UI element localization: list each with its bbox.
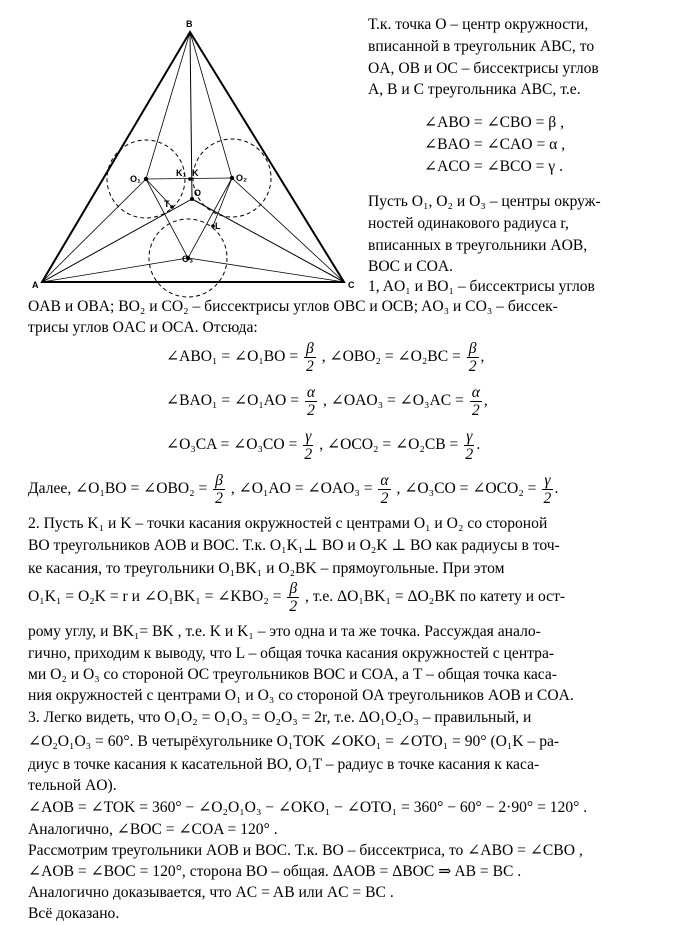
text-line: Всё доказано. <box>28 905 120 922</box>
text-line: вписанных в треугольники AOB, <box>368 237 588 254</box>
label-k: K <box>192 168 199 178</box>
equation: ∠ABO = ∠CBO = β , <box>424 114 565 131</box>
text-line: Аналогично, ∠BOC = ∠COA = 120° . <box>28 821 278 838</box>
point-o1 <box>144 177 148 181</box>
text-line: ∠O₂O₁O₃ = 60°. В четырёхугольнике O₁TOK ∠OKO₁ = ∠OTO₁ = 90° (O₁K – ра- <box>28 733 560 750</box>
formula-row-2: ∠BAO₁ = ∠O₁AO = $\frac{\alpha}{2}$ , ∠OAO₃ = ∠O₃AC = $\frac{\alpha}{2}$ , <box>166 384 488 419</box>
text-line: OAB и OBA; BO₂ и CO₂ – биссектрисы углов OBC и OCB; AO₃ и CO₃ – биссек- <box>28 298 558 315</box>
label-o: O <box>194 188 202 198</box>
text-line: диус в точке касания к касательной BO, O₁T – радиус в точке касания к каса- <box>28 756 540 773</box>
equation: ∠BAO = ∠CAO = α , <box>424 136 566 153</box>
text-line: OA, OB и OC – биссектрисы углов <box>368 60 599 77</box>
label-o3: O₃ <box>182 254 194 264</box>
text-line: ке касания, то треугольники O₁BK₁ и O₂BK – прямоугольные. При этом <box>28 560 505 577</box>
text-line: A, B и C треугольника ABC, т.е. <box>368 81 581 98</box>
label-l: L <box>215 221 221 231</box>
label-a: A <box>32 280 39 290</box>
label-k1: K₁ <box>176 168 187 178</box>
equation: ∠ACO = ∠BCO = γ . <box>424 158 563 175</box>
text-line: ∠AOB = ∠BOC = 120°, сторона BO – общая. ΔAOB = ΔBOC ⇒ AB = BC . <box>28 863 522 880</box>
triangle-abc <box>42 32 344 282</box>
formula-row-3: ∠O₃CA = ∠O₃CO = $\frac{\gamma}{2}$ , ∠OCO₂ = ∠O₂CB = $\frac{\gamma}{2}$ . <box>166 428 481 463</box>
label-b: B <box>186 19 193 29</box>
text-line: вписанной в треугольник ABC, то <box>368 38 595 55</box>
text-line: Рассмотрим треугольники AOB и BOC. Т.к. BO – биссектриса, то ∠ABO = ∠CBO , <box>28 842 583 859</box>
text-line: Аналогично доказывается, что AC = AB или AC = BC . <box>28 884 394 901</box>
text-line: Пусть O₁, O₂ и O₃ – центры окруж- <box>368 193 601 210</box>
text-line: ∠AOB = ∠TOK = 360° − ∠O₂O₁O₃ − ∠OKO₁ − ∠OTO₁ = 360° − 60° − 2·90° = 120° . <box>28 799 588 816</box>
text-line: 2. Пусть K₁ и K – точки касания окружностей с центрами O₁ и O₂ со стороной <box>28 515 548 532</box>
text-line: рому углу, и BK₁= BK , т.е. K и K₁ – это одна и та же точка. Рассуждая анало- <box>28 623 541 640</box>
formula-row-s2: O₁K₁ = O₂K = r и ∠O₁BK₁ = ∠KBO₂ = $\frac{\beta}{2}$ , т.е. ΔO₁BK₁ = ΔO₂BK по катету и ост- <box>28 580 566 615</box>
label-t: T <box>164 199 170 209</box>
text-line: Т.к. точка O – центр окружности, <box>368 16 589 33</box>
formula-row-dalee: Далее, ∠O₁BO = ∠OBO₂ = $\frac{\beta}{2}$ , ∠O₁AO = ∠OAO₃ = $\frac{\alpha}{2}$ , ∠O₃CO = ∠OCO₂ = $\frac{\gamma}{2}$ . <box>28 472 559 507</box>
text-line: 3. Легко видеть, что O₁O₂ = O₁O₃ = O₂O₃ = 2r, т.е. ΔO₁O₂O₃ – правильный, и <box>28 709 532 726</box>
geometry-figure <box>0 0 368 300</box>
label-o2: O₂ <box>236 173 247 183</box>
text-line: BO треугольников AOB и BOC. Т.к. O₁K₁⊥ BO и O₂K ⊥ BO как радиусы в точ- <box>28 537 560 554</box>
label-o1: O₁ <box>130 174 141 184</box>
formula-row-1: ∠ABO₁ = ∠O₁BO = $\frac{\beta}{2}$ , ∠OBO₂ = ∠O₂BC = $\frac{\beta}{2}$ , <box>166 340 485 375</box>
label-c: C <box>348 280 355 290</box>
text-line: BOC и COA. <box>368 258 454 275</box>
text-line: ностей одинакового радиуса r, <box>368 215 569 232</box>
text-line: тельной AO). <box>28 777 117 794</box>
text-line: ми O₂ и O₃ со стороной OC треугольников BOC и COA, а T – общая точка каса- <box>28 666 557 683</box>
point-t <box>170 205 174 209</box>
text-line: ния окружностей с центрами O₁ и O₃ со стороной OA треугольников AOB и COA. <box>28 687 574 704</box>
text-line: гично, приходим к выводу, что L – общая точка касания окружностей с центра- <box>28 645 555 662</box>
text-line: трисы углов OAC и OCA. Отсюда: <box>28 319 258 336</box>
point-o2 <box>230 176 234 180</box>
text-line: 1, AO₁ и BO₁ – биссектрисы углов <box>368 278 595 295</box>
